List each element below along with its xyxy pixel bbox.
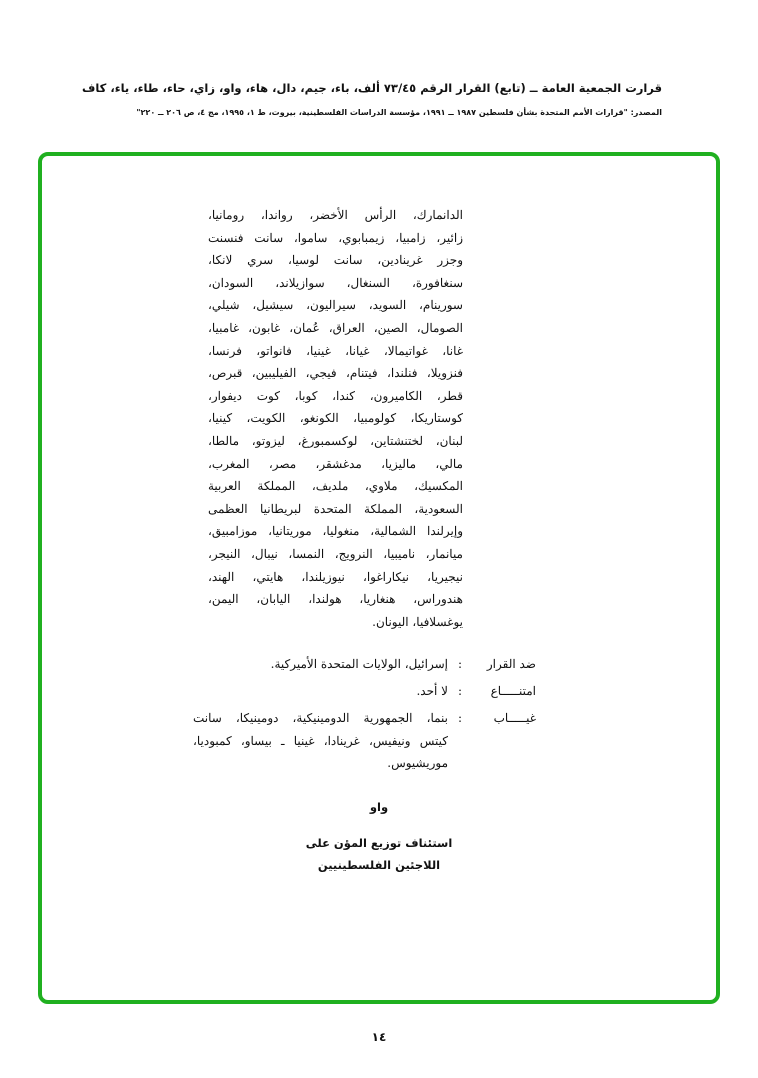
section-title — [0, 832, 758, 876]
countries-line: سنغافورة، السنغال، سوازيلاند، السودان، — [208, 275, 463, 290]
vote-abstain-colon: : — [457, 684, 463, 698]
page-number: ١٤ — [371, 1030, 387, 1044]
countries-line: المكسيك، ملاوي، ملديف، المملكة العربية — [208, 479, 463, 494]
countries-line: الدانمارك، الرأس الأخضر، رواندا، رومانيا، — [208, 208, 463, 222]
vote-absent-line: بنما، الجمهورية الدومينيكية، دومينيكا، سانت — [193, 711, 448, 725]
countries-line: نيجيريا، نيكاراغوا، نيوزيلندا، هايتي، الهند، — [208, 569, 463, 584]
countries-line: ميانمار، ناميبيا، النرويج، النمسا، نيبال، النيجر، — [208, 546, 463, 561]
countries-line: قطر، الكاميرون، كندا، كوبا، كوت ديفوار، — [208, 388, 463, 403]
section-letter: واو — [369, 800, 389, 814]
countries-line: السعودية، المملكة المتحدة لبريطانيا العظمى — [208, 501, 463, 516]
vote-against-label: ضد القرار — [486, 657, 536, 671]
countries-line: الصومال، الصين، العراق، عُمان، غابون، غامبيا، — [208, 320, 463, 335]
countries-line: سورينام، السويد، سيراليون، سيشيل، شيلي، — [208, 298, 463, 313]
countries-line: يوغسلافيا، اليونان. — [372, 614, 463, 629]
vote-abstain-line: لا أحد. — [416, 684, 448, 698]
countries-line: غانا، غواتيمالا، غيانا، غينيا، فانواتو، فرنسا، — [208, 343, 463, 358]
section-title-line: استئناف توزيع المؤن على — [305, 836, 453, 850]
countries-line: زائير، زامبيا، زيمبابوي، ساموا، سانت فنسنت — [208, 230, 463, 245]
vote-against-colon: : — [457, 657, 463, 671]
voting-countries-list — [208, 204, 463, 633]
page-header-source: المصدر: "قرارات الأمم المتحدة بشأن فلسطين ١٩٨٧ ــ ١٩٩١، مؤسسة الدراسات الفلسطينية، بيروت، ط ١، ١٩٩٥، مج ٤، ص ٢٠٦ ــ ٢٢٠" — [136, 108, 662, 117]
vote-against-line: إسرائيل، الولايات المتحدة الأميركية. — [270, 657, 448, 671]
countries-line: وإيرلندا الشمالية، منغوليا، موريتانيا، موزامبيق، — [208, 524, 463, 539]
vote-against-value — [193, 653, 448, 676]
vote-absent-label: غيـــــاب — [493, 711, 536, 725]
vote-absent-line: كيتس ونيفيس، غرينادا، غينيا ـ بيساو، كمبوديا، — [193, 733, 448, 748]
countries-line: هندوراس، هنغاريا، هولندا، اليابان، اليمن، — [208, 592, 463, 607]
vote-absent-colon: : — [457, 711, 463, 725]
countries-line: لبنان، لختنشتاين، لوكسمبورغ، ليزوتو، مالطا، — [208, 433, 463, 448]
vote-absent-value — [193, 707, 448, 775]
section-title-line: اللاجئين الفلسطينيين — [317, 858, 441, 872]
countries-line: كوستاريكا، كولومبيا، الكونغو، الكويت، كينيا، — [208, 411, 463, 426]
vote-abstain-label: امتنـــــاع — [490, 684, 536, 698]
countries-line: فنزويلا، فنلندا، فيتنام، فيجي، الفيليبين، قبرص، — [208, 366, 463, 381]
vote-abstain-value — [193, 680, 448, 703]
countries-line: مالي، ماليزيا، مدغشقر، مصر، المغرب، — [208, 456, 463, 471]
page-header-title: قرارت الجمعية العامة ــ (تابع) القرار الرقم ٧٣/٤٥ ألف، باء، جيم، دال، هاء، واو، زاي، حاء، طاء، ياء، كاف — [81, 81, 662, 95]
vote-absent-line: موريشيوس. — [387, 756, 448, 771]
countries-line: وجزر غرينادين، سانت لوسيا، سري لانكا، — [208, 253, 463, 268]
